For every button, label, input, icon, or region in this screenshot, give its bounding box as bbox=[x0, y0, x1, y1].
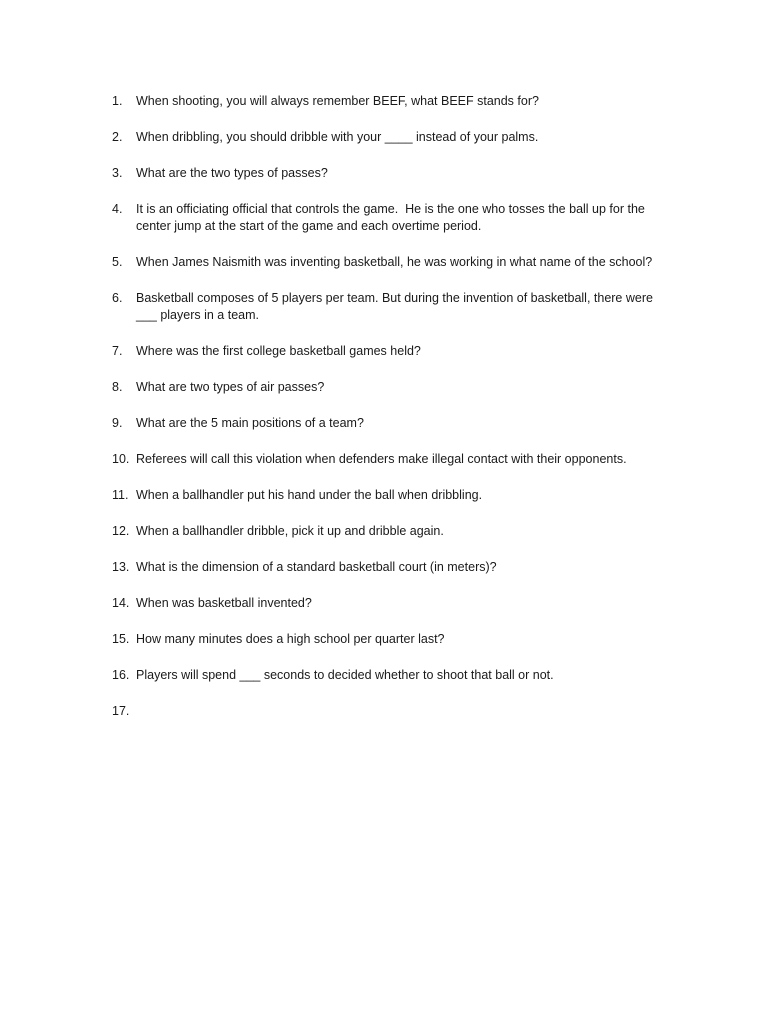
question-number: 15. bbox=[112, 632, 130, 646]
question-item bbox=[112, 201, 672, 235]
question-item bbox=[112, 559, 672, 576]
question-number: 14. bbox=[112, 596, 130, 610]
question-item bbox=[112, 487, 672, 504]
question-item bbox=[112, 93, 672, 110]
question-text: When a ballhandler put his hand under the ball when dribbling. bbox=[136, 488, 483, 502]
question-number: 2. bbox=[112, 130, 123, 144]
question-item bbox=[112, 631, 672, 648]
question-text: Referees will call this violation when defenders make illegal contact with their opponents. bbox=[136, 452, 627, 466]
question-text: What are two types of air passes? bbox=[136, 380, 325, 394]
question-number: 8. bbox=[112, 380, 123, 394]
question-item bbox=[112, 379, 672, 396]
question-item bbox=[112, 523, 672, 540]
question-item bbox=[112, 703, 672, 720]
question-text: Basketball composes of 5 players per team. But during the invention of basketball, there were ___ players in a team. bbox=[136, 291, 657, 322]
question-number: 1. bbox=[112, 94, 123, 108]
question-item bbox=[112, 290, 672, 324]
question-number: 9. bbox=[112, 416, 123, 430]
question-text: When was basketball invented? bbox=[136, 596, 312, 610]
question-text: What are the 5 main positions of a team? bbox=[136, 416, 364, 430]
question-text: It is an officiating official that controls the game. He is the one who tosses the ball up for the center jump at the start of the game and each overtime period. bbox=[136, 202, 649, 233]
question-number: 5. bbox=[112, 255, 123, 269]
question-number: 16. bbox=[112, 668, 130, 682]
question-number: 4. bbox=[112, 202, 123, 216]
question-item bbox=[112, 451, 672, 468]
question-text: Where was the first college basketball games held? bbox=[136, 344, 421, 358]
question-number: 11. bbox=[112, 488, 129, 502]
question-text: How many minutes does a high school per quarter last? bbox=[136, 632, 445, 646]
question-number: 10. bbox=[112, 452, 130, 466]
question-item bbox=[112, 165, 672, 182]
question-number: 13. bbox=[112, 560, 130, 574]
question-number: 6. bbox=[112, 291, 123, 305]
question-number: 12. bbox=[112, 524, 130, 538]
question-text: What is the dimension of a standard basketball court (in meters)? bbox=[136, 560, 497, 574]
question-number: 3. bbox=[112, 166, 123, 180]
question-text: When James Naismith was inventing basketball, he was working in what name of the school? bbox=[136, 255, 653, 269]
question-text: Players will spend ___ seconds to decided whether to shoot that ball or not. bbox=[136, 668, 554, 682]
question-number: 7. bbox=[112, 344, 123, 358]
question-text: When a ballhandler dribble, pick it up and dribble again. bbox=[136, 524, 444, 538]
question-item bbox=[112, 595, 672, 612]
question-number: 17. bbox=[112, 704, 130, 718]
question-item bbox=[112, 415, 672, 432]
question-item bbox=[112, 254, 672, 271]
question-text: When shooting, you will always remember BEEF, what BEEF stands for? bbox=[136, 94, 539, 108]
question-text: When dribbling, you should dribble with your ____ instead of your palms. bbox=[136, 130, 539, 144]
question-item bbox=[112, 667, 672, 684]
question-list bbox=[112, 93, 672, 739]
question-item bbox=[112, 129, 672, 146]
question-item bbox=[112, 343, 672, 360]
question-text: What are the two types of passes? bbox=[136, 166, 328, 180]
